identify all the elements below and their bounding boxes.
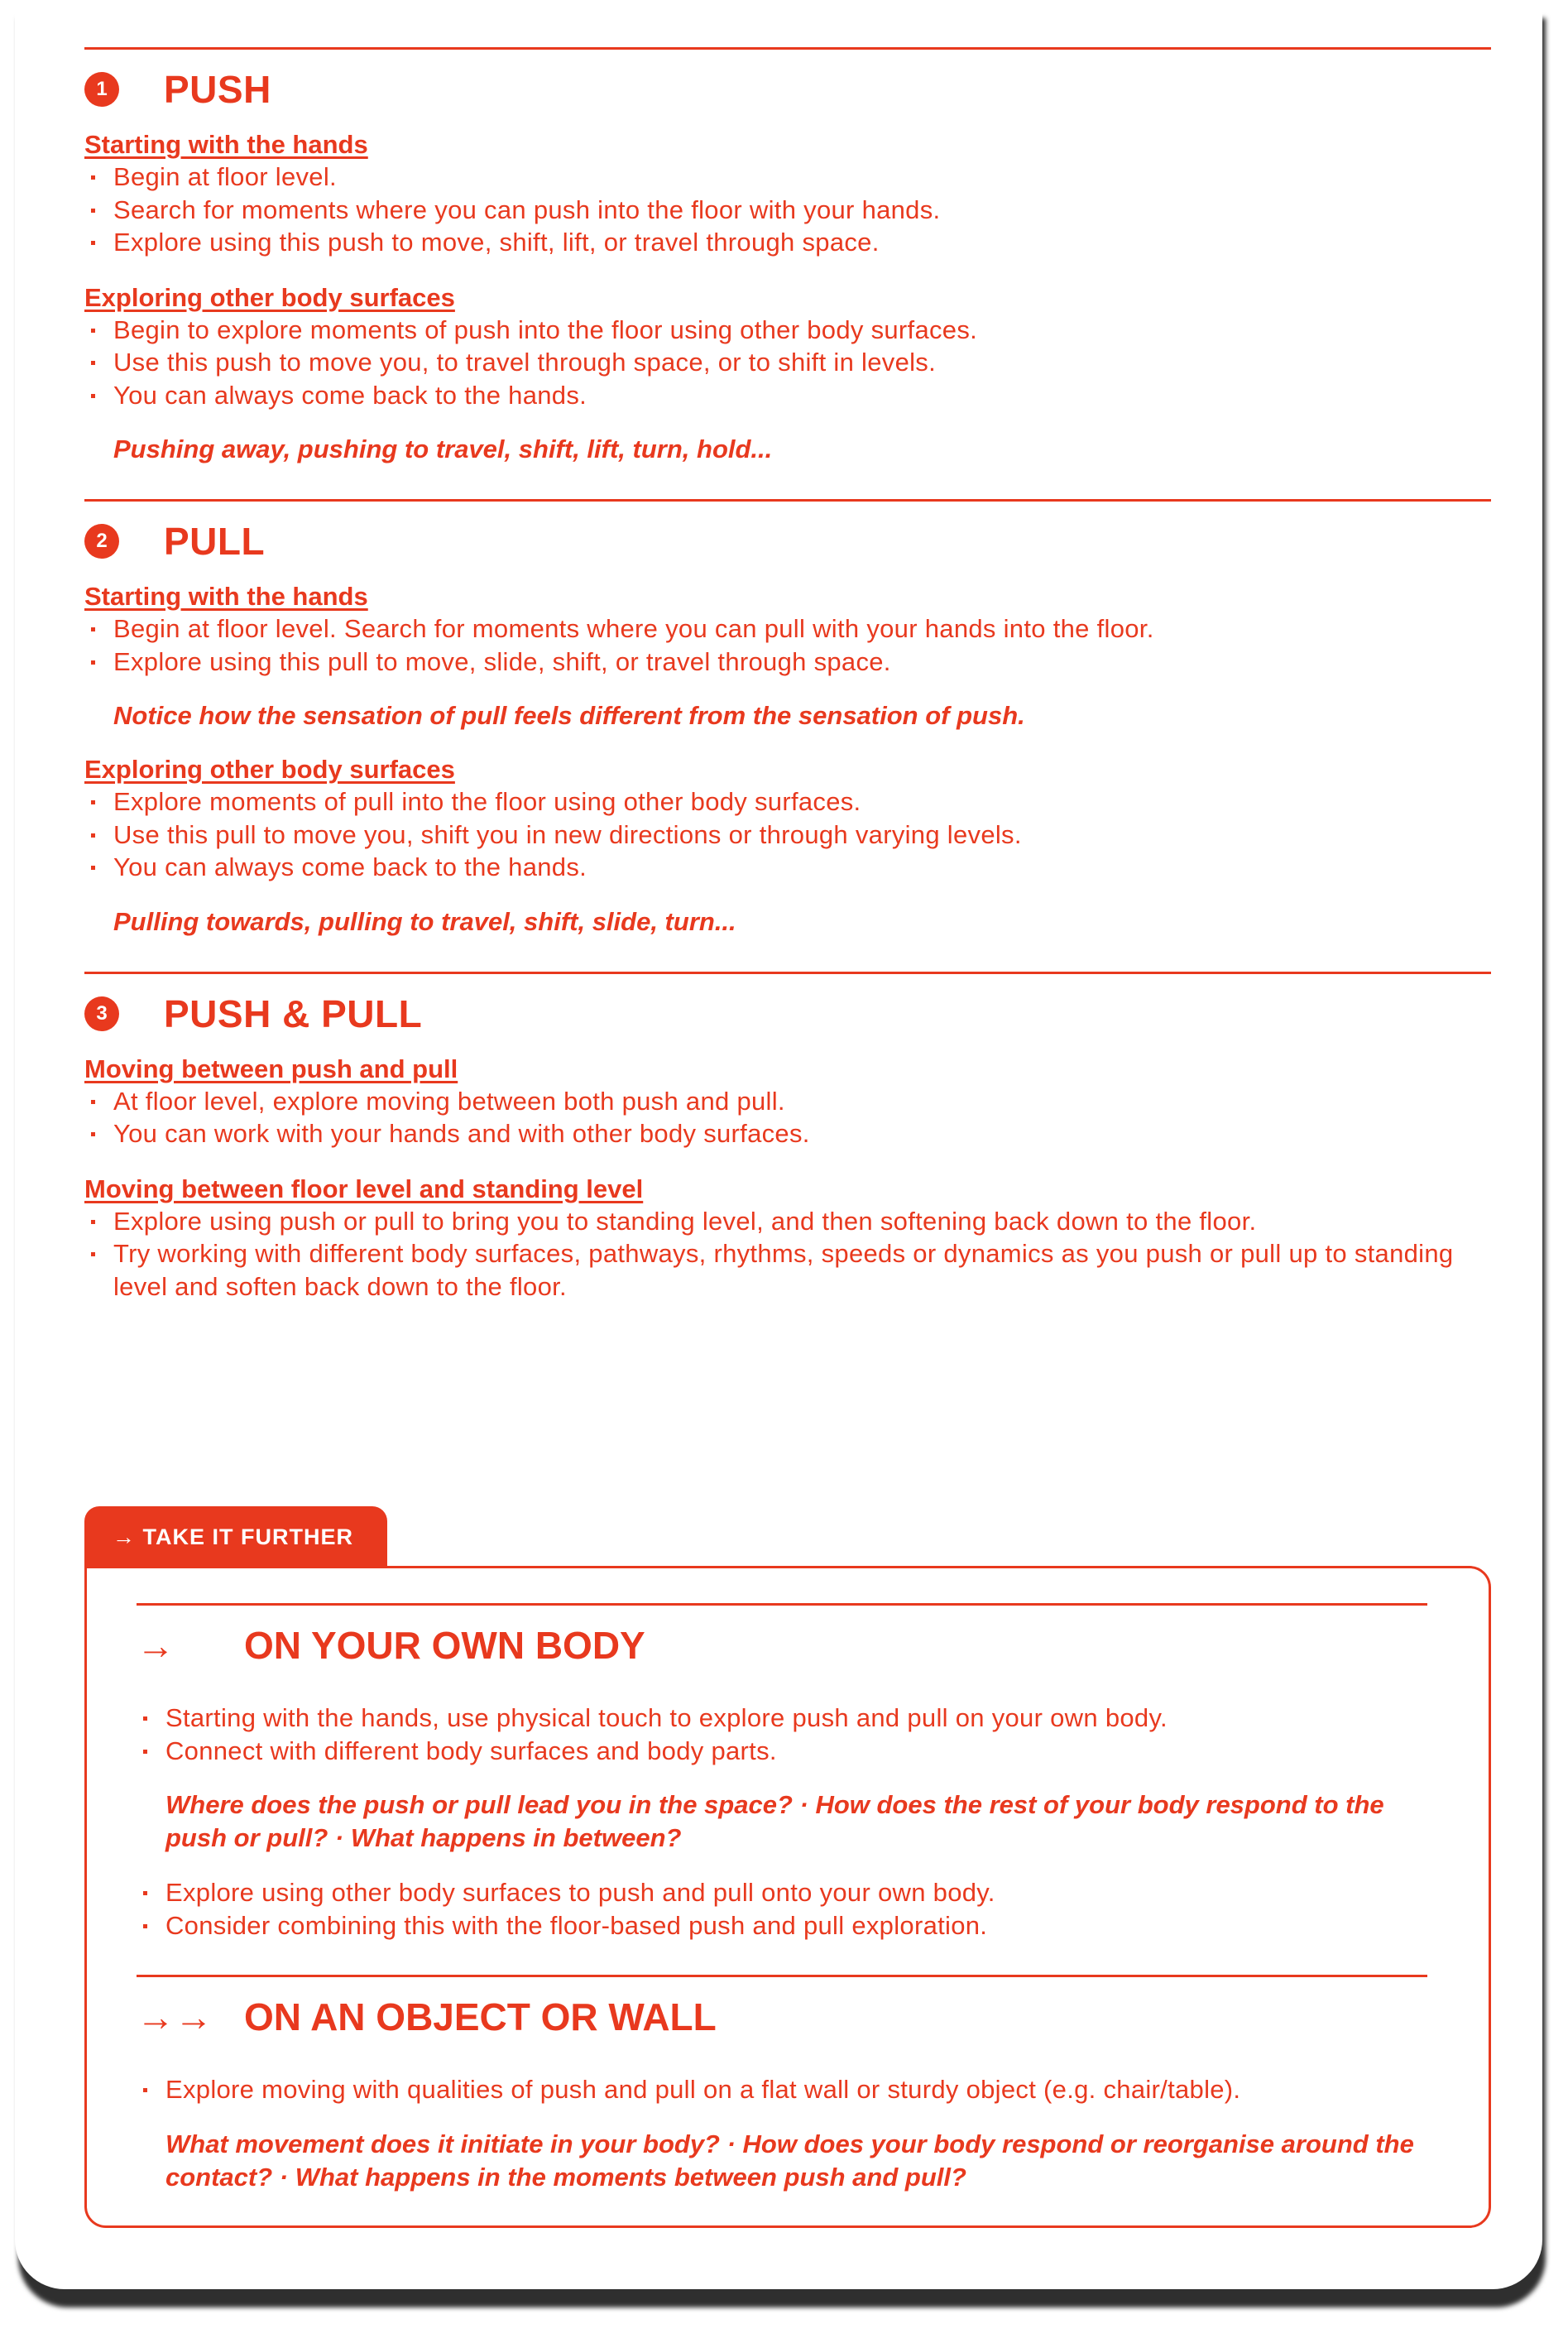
italic-note: Pushing away, pushing to travel, shift, lift, turn, hold... — [113, 435, 773, 463]
section-divider — [84, 972, 1491, 974]
arrow-right-icon: → — [137, 1624, 175, 1667]
page — [15, 0, 1542, 2289]
list-item: Starting with the hands, use physical touch to explore push and pull on your own body. — [137, 1702, 1427, 1735]
section-title: PUSH — [164, 68, 271, 111]
section-title: ON YOUR OWN BODY — [244, 1624, 645, 1667]
take-it-further-box — [84, 1566, 1491, 2228]
subheading: Exploring other body surfaces — [84, 755, 455, 784]
bullet-list — [84, 314, 1491, 412]
list-item: Explore using this push to move, shift, lift, or travel through space. — [84, 226, 1491, 259]
list-item: Begin at floor level. — [84, 161, 1491, 194]
section-title: PUSH & PULL — [164, 991, 423, 1035]
list-item: Search for moments where you can push into the floor with your hands. — [84, 194, 1491, 227]
italic-note: Where does the push or pull lead you in the space? · How does the rest of your body respond to the push or pull? · What happens in between? — [165, 1790, 1384, 1852]
section-number-badge: 2 — [84, 524, 119, 559]
section-number-badge: 3 — [84, 996, 119, 1031]
bullet-list — [137, 1876, 1427, 1942]
take-it-further-tab: → TAKE IT FURTHER — [84, 1506, 387, 1568]
section-divider — [137, 1975, 1427, 1977]
bullet-list — [84, 785, 1491, 884]
italic-note: Pulling towards, pulling to travel, shift, slide, turn... — [113, 906, 736, 936]
list-item: Explore using this pull to move, slide, shift, or travel through space. — [84, 646, 1491, 679]
list-item: Explore moving with qualities of push and pull on a flat wall or sturdy object (e.g. chair/table). — [137, 2073, 1427, 2106]
subheading: Moving between floor level and standing level — [84, 1174, 644, 1203]
list-item: At floor level, explore moving between both push and pull. — [84, 1085, 1491, 1118]
section-header-pull — [84, 513, 1491, 569]
bullet-list — [137, 2073, 1427, 2106]
list-item: Connect with different body surfaces and body parts. — [137, 1735, 1427, 1768]
object-wall-header — [137, 1984, 1427, 2050]
list-item: Explore using push or pull to bring you to standing level, and then softening back down to the floor. — [84, 1205, 1491, 1238]
list-item: Explore using other body surfaces to push and pull onto your own body. — [137, 1876, 1427, 1909]
bullet-list — [84, 1205, 1491, 1304]
section-divider — [84, 47, 1491, 50]
take-it-further-content — [137, 1603, 1427, 2216]
subheading: Exploring other body surfaces — [84, 282, 455, 312]
list-item: Use this pull to move you, shift you in new directions or through varying levels. — [84, 819, 1491, 852]
section-title: ON AN OBJECT OR WALL — [244, 1995, 717, 2038]
list-item: Begin to explore moments of push into the floor using other body surfaces. — [84, 314, 1491, 347]
list-item: Consider combining this with the floor-based push and pull exploration. — [137, 1909, 1427, 1942]
section-divider — [84, 499, 1491, 502]
section-number-badge: 1 — [84, 72, 119, 107]
section-title: PULL — [164, 520, 266, 563]
section-header-push — [84, 61, 1491, 118]
italic-note: Notice how the sensation of pull feels different from the sensation of push. — [113, 701, 1025, 730]
subheading: Moving between push and pull — [84, 1054, 458, 1083]
list-item: Use this push to move you, to travel through space, or to shift in levels. — [84, 346, 1491, 379]
list-item: You can work with your hands and with other body surfaces. — [84, 1117, 1491, 1150]
bullet-list — [84, 612, 1491, 678]
list-item: Try working with different body surfaces, pathways, rhythms, speeds or dynamics as you push or pull up to standing level and soften back down to the floor. — [84, 1237, 1491, 1303]
double-arrow-right-icon: →→ — [137, 1995, 213, 2038]
list-item: Begin at floor level. Search for moments where you can pull with your hands into the floor. — [84, 612, 1491, 646]
main-content — [84, 0, 1491, 1303]
list-item: You can always come back to the hands. — [84, 851, 1491, 884]
list-item: Explore moments of pull into the floor using other body surfaces. — [84, 785, 1491, 819]
section-divider — [137, 1603, 1427, 1606]
bullet-list — [84, 161, 1491, 259]
bullet-list — [84, 1085, 1491, 1150]
italic-note: What movement does it initiate in your body? · How does your body respond or reorganise around the contact? · What happens in the moments between push and pull? — [165, 2129, 1414, 2192]
own-body-header — [137, 1612, 1427, 1678]
subheading: Starting with the hands — [84, 130, 368, 159]
list-item: You can always come back to the hands. — [84, 379, 1491, 412]
bullet-list — [137, 1702, 1427, 1767]
section-header-push-pull — [84, 986, 1491, 1042]
subheading: Starting with the hands — [84, 582, 368, 611]
